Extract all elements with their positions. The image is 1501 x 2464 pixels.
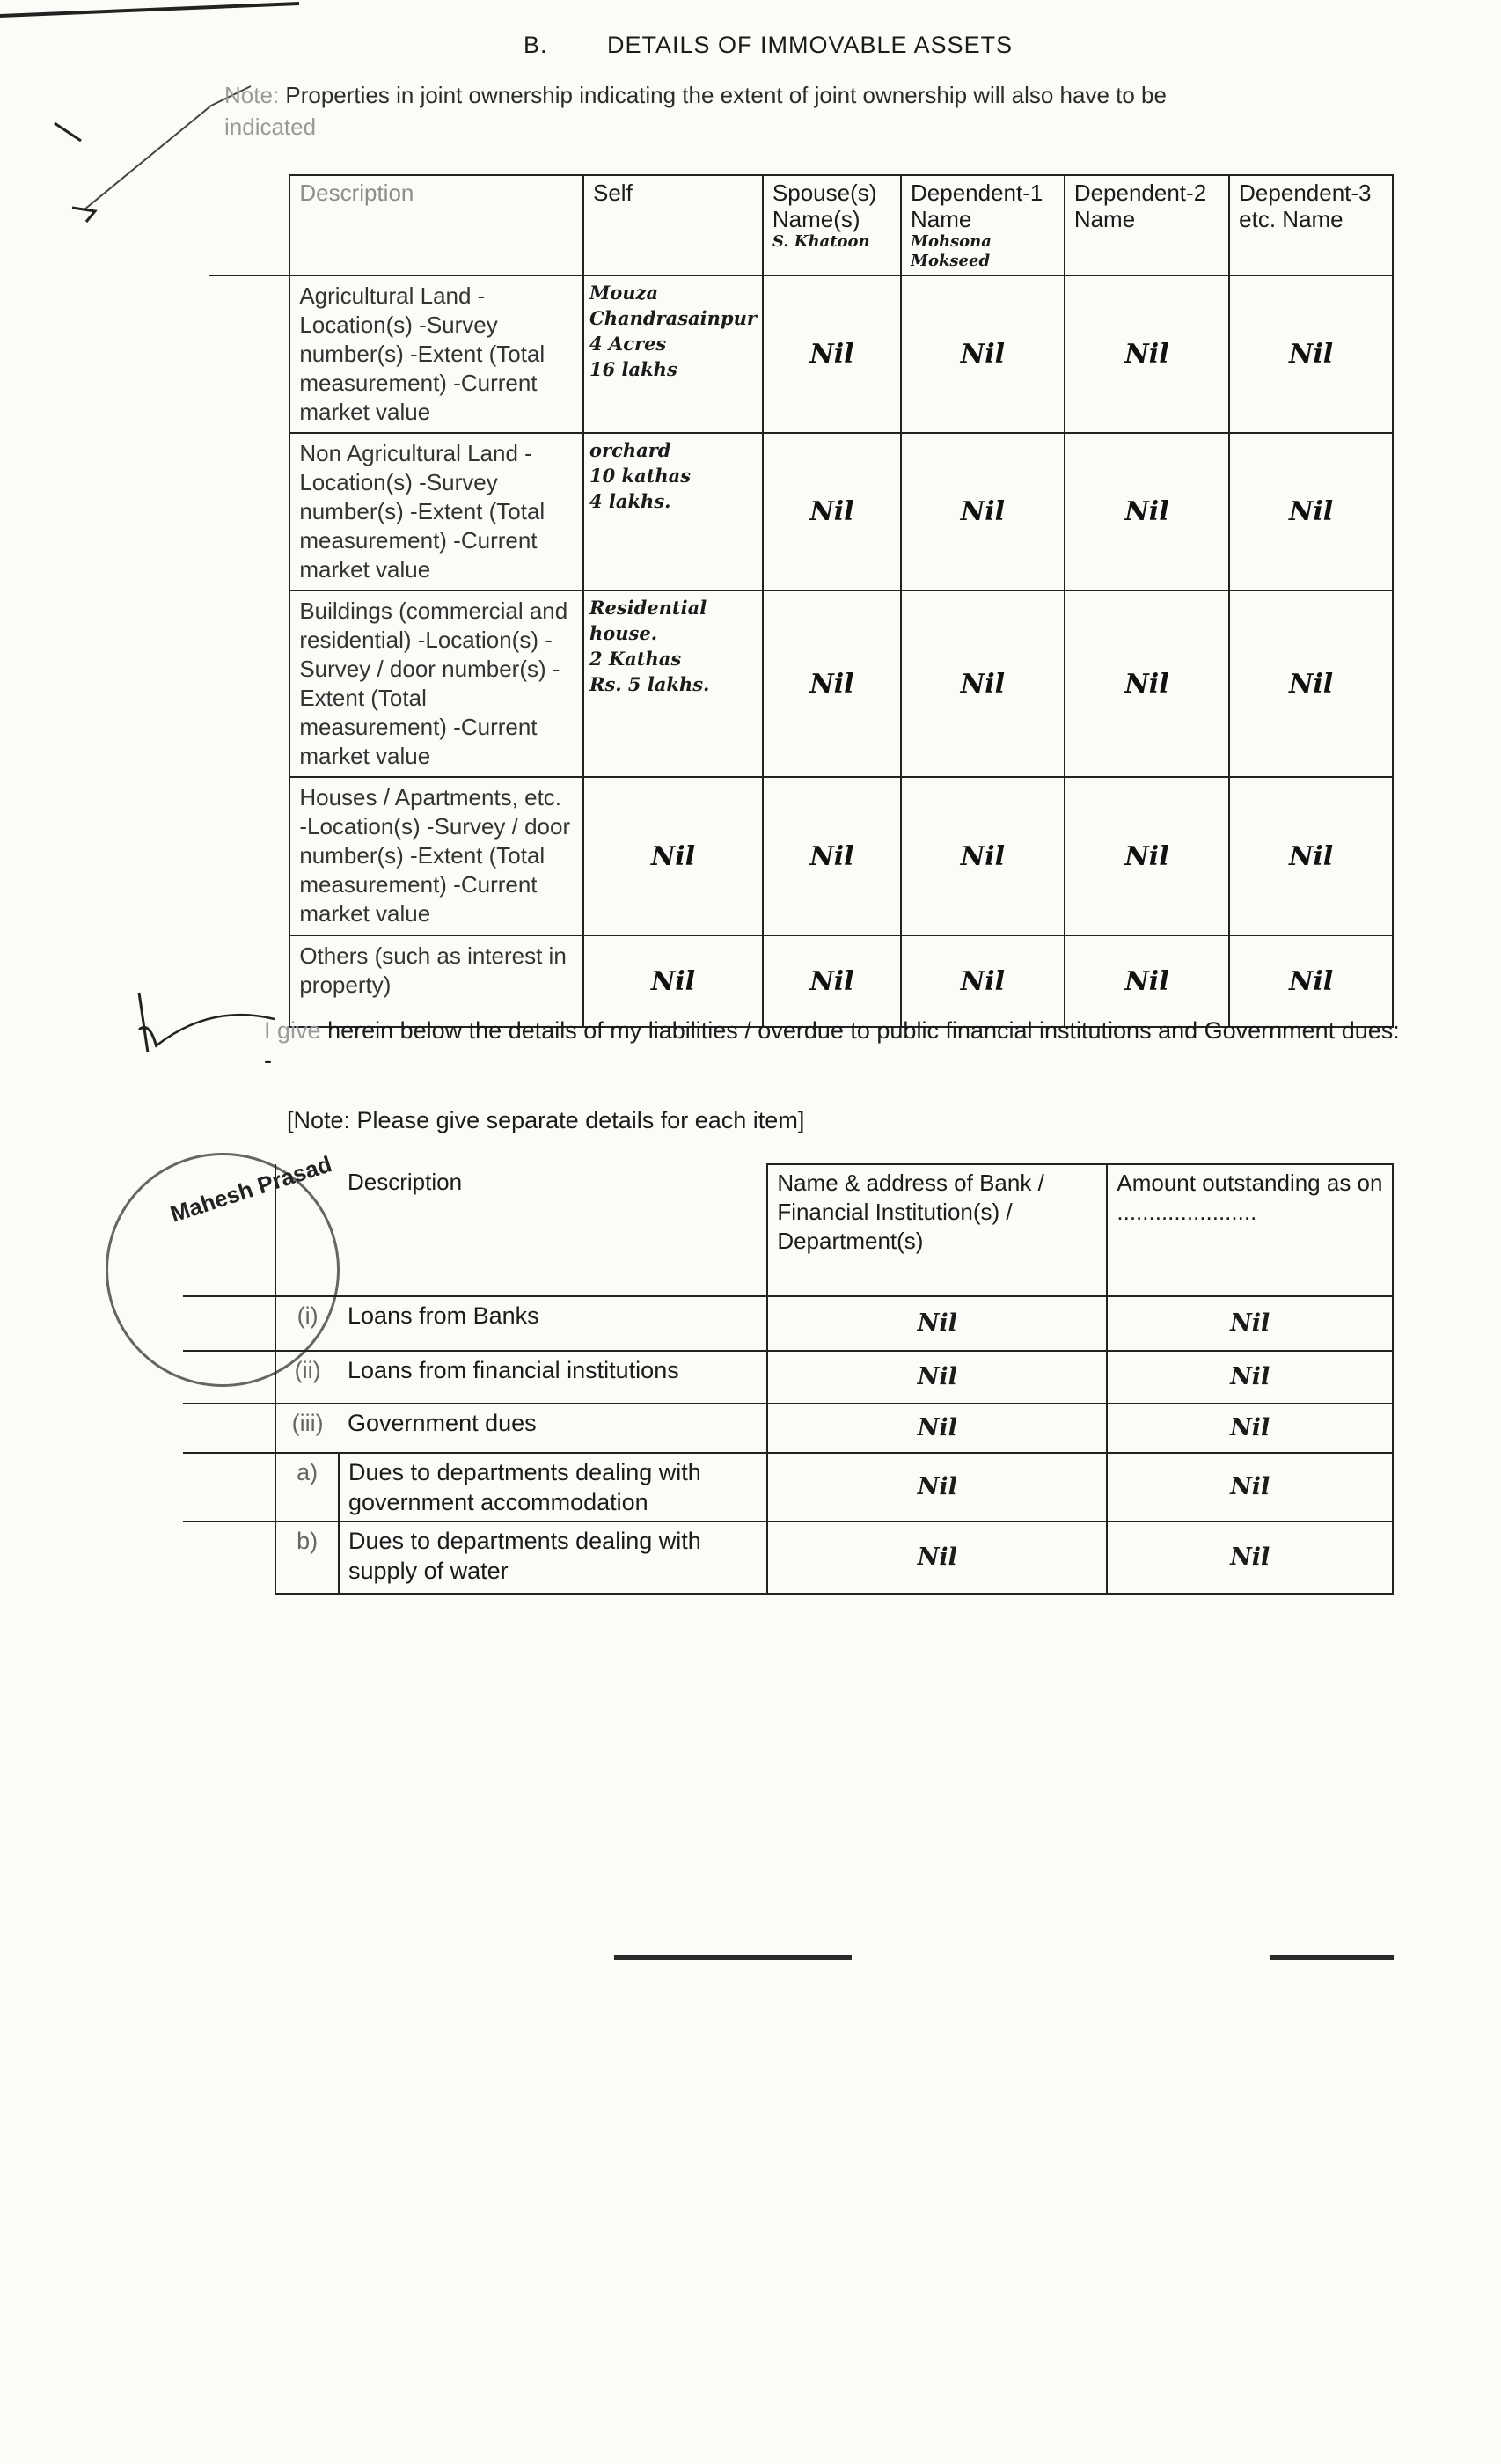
col-description: Description — [339, 1164, 767, 1296]
table-row — [209, 777, 1393, 935]
self-line: orchard — [589, 439, 671, 461]
dependent-2-value: Nil — [1065, 590, 1229, 777]
row-number — [183, 1453, 275, 1522]
liabilities-intro-lead: I give — [264, 1017, 321, 1044]
self-line: Rs. 5 lakhs. — [589, 673, 710, 695]
table-row — [209, 590, 1393, 777]
col-spouse — [763, 175, 901, 275]
spouse-name: S. Khatoon — [772, 232, 870, 251]
self-value — [583, 590, 763, 777]
row-number — [209, 275, 289, 433]
row-description: Government dues — [339, 1404, 767, 1453]
table-row — [209, 433, 1393, 590]
row-description: Buildings (commercial and residential) -Location(s) -Survey / door number(s) -Extent (Total measurement) -Current market value — [289, 590, 583, 777]
table-row — [183, 1404, 1393, 1453]
dependent-3-value: Nil — [1229, 433, 1393, 590]
col-description: Description — [289, 175, 583, 275]
note-text: Properties in joint ownership indicating the extent of joint ownership will also have to be — [285, 82, 1167, 108]
amount-value: Nil — [1107, 1404, 1393, 1453]
row-description: Dues to departments dealing with supply of water — [339, 1522, 767, 1594]
dependent-3-value: Nil — [1229, 590, 1393, 777]
liabilities-note: [Note: Please give separate details for each item] — [287, 1107, 805, 1133]
liabilities-intro-text: herein below the details of my liabilities / overdue to public financial institutions and Government dues: - — [264, 1017, 1400, 1074]
self-value — [583, 275, 763, 433]
sub-number-header — [275, 1164, 339, 1296]
col-amount: Amount outstanding as on ...................... — [1107, 1164, 1393, 1296]
row-number-header — [209, 175, 289, 275]
stamp-text: Mahesh Prasad — [166, 1150, 335, 1228]
joint-ownership-note — [224, 79, 1395, 143]
section-letter: B. — [524, 32, 548, 58]
table-row — [183, 1296, 1393, 1351]
col-dependent-1 — [901, 175, 1065, 275]
dependent-3-value: Nil — [1229, 275, 1393, 433]
immovable-assets-table — [209, 174, 1394, 1028]
table-row — [209, 935, 1393, 1027]
self-line: Residential house. — [589, 597, 707, 644]
signature-line — [1270, 1955, 1394, 1960]
self-value: Nil — [583, 777, 763, 935]
dependent-2-value: Nil — [1065, 433, 1229, 590]
row-number — [183, 1296, 275, 1351]
self-value: Nil — [583, 935, 763, 1027]
table-row — [183, 1453, 1393, 1522]
self-line: 4 lakhs. — [589, 490, 671, 512]
dependent-1-value: Nil — [901, 777, 1065, 935]
liabilities-intro — [264, 1016, 1408, 1075]
bank-value: Nil — [767, 1453, 1107, 1522]
spouse-value: Nil — [763, 590, 901, 777]
self-line: 10 kathas — [589, 465, 692, 487]
row-description: Non Agricultural Land - Location(s) -Survey number(s) -Extent (Total measurement) -Current market value — [289, 433, 583, 590]
item-number: (iii) — [275, 1404, 339, 1453]
dependent-2-value: Nil — [1065, 777, 1229, 935]
table-header-row — [209, 175, 1393, 275]
dependent-1-value: Nil — [901, 433, 1065, 590]
item-number: b) — [275, 1522, 339, 1594]
self-line: 2 Kathas — [589, 648, 682, 670]
row-number — [209, 433, 289, 590]
dependent-1-value: Nil — [901, 275, 1065, 433]
row-number — [183, 1522, 275, 1594]
dependent-2-value: Nil — [1065, 275, 1229, 433]
bank-value: Nil — [767, 1351, 1107, 1404]
row-description: Houses / Apartments, etc. -Location(s) -Survey / door number(s) -Extent (Total measurement) -Current market value — [289, 777, 583, 935]
liabilities-table — [183, 1163, 1394, 1595]
dependent-3-value: Nil — [1229, 935, 1393, 1027]
table-row — [183, 1522, 1393, 1594]
col-dependent-3: Dependent-3 etc. Name — [1229, 175, 1393, 275]
self-line: 16 lakhs — [589, 358, 677, 380]
dependent-1-value: Nil — [901, 935, 1065, 1027]
amount-value: Nil — [1107, 1296, 1393, 1351]
amount-value: Nil — [1107, 1453, 1393, 1522]
row-number — [209, 590, 289, 777]
self-line: 4 Acres — [589, 333, 667, 355]
spouse-value: Nil — [763, 935, 901, 1027]
col-dependent-1-label: Dependent-1 Name — [911, 180, 1043, 232]
section-title: DETAILS OF IMMOVABLE ASSETS — [607, 32, 1014, 58]
bank-value: Nil — [767, 1296, 1107, 1351]
col-spouse-label: Spouse(s) Name(s) — [772, 180, 877, 232]
bank-value: Nil — [767, 1522, 1107, 1594]
row-description: Loans from financial institutions — [339, 1351, 767, 1404]
amount-value: Nil — [1107, 1351, 1393, 1404]
note-text-cont: indicated — [224, 114, 317, 140]
spouse-value: Nil — [763, 275, 901, 433]
dependent-1-value: Nil — [901, 590, 1065, 777]
dependent-2-value: Nil — [1065, 935, 1229, 1027]
bank-value: Nil — [767, 1404, 1107, 1453]
self-line: Mouza Chandrasainpur — [589, 282, 757, 329]
row-number — [183, 1351, 275, 1404]
row-number — [183, 1404, 275, 1453]
item-number: a) — [275, 1453, 339, 1522]
row-description: Loans from Banks — [339, 1296, 767, 1351]
item-number: (i) — [275, 1296, 339, 1351]
table-row — [183, 1351, 1393, 1404]
spouse-value: Nil — [763, 433, 901, 590]
row-description: Dues to departments dealing with government accommodation — [339, 1453, 767, 1522]
col-self: Self — [583, 175, 763, 275]
col-bank: Name & address of Bank / Financial Institution(s) / Department(s) — [767, 1164, 1107, 1296]
row-number — [209, 935, 289, 1027]
row-description: Agricultural Land - Location(s) -Survey number(s) -Extent (Total measurement) -Current market value — [289, 275, 583, 433]
table-row — [209, 275, 1393, 433]
spouse-value: Nil — [763, 777, 901, 935]
row-number — [209, 777, 289, 935]
dependent-1-name: Mohsona Mokseed — [911, 232, 992, 270]
row-number-header — [183, 1164, 275, 1296]
dependent-3-value: Nil — [1229, 777, 1393, 935]
self-value — [583, 433, 763, 590]
col-dependent-2: Dependent-2 Name — [1065, 175, 1229, 275]
table-header-row — [183, 1164, 1393, 1296]
row-description: Others (such as interest in property) — [289, 935, 583, 1027]
item-number: (ii) — [275, 1351, 339, 1404]
signature-line — [614, 1955, 852, 1960]
amount-value: Nil — [1107, 1522, 1393, 1594]
note-label: Note: — [224, 82, 280, 108]
